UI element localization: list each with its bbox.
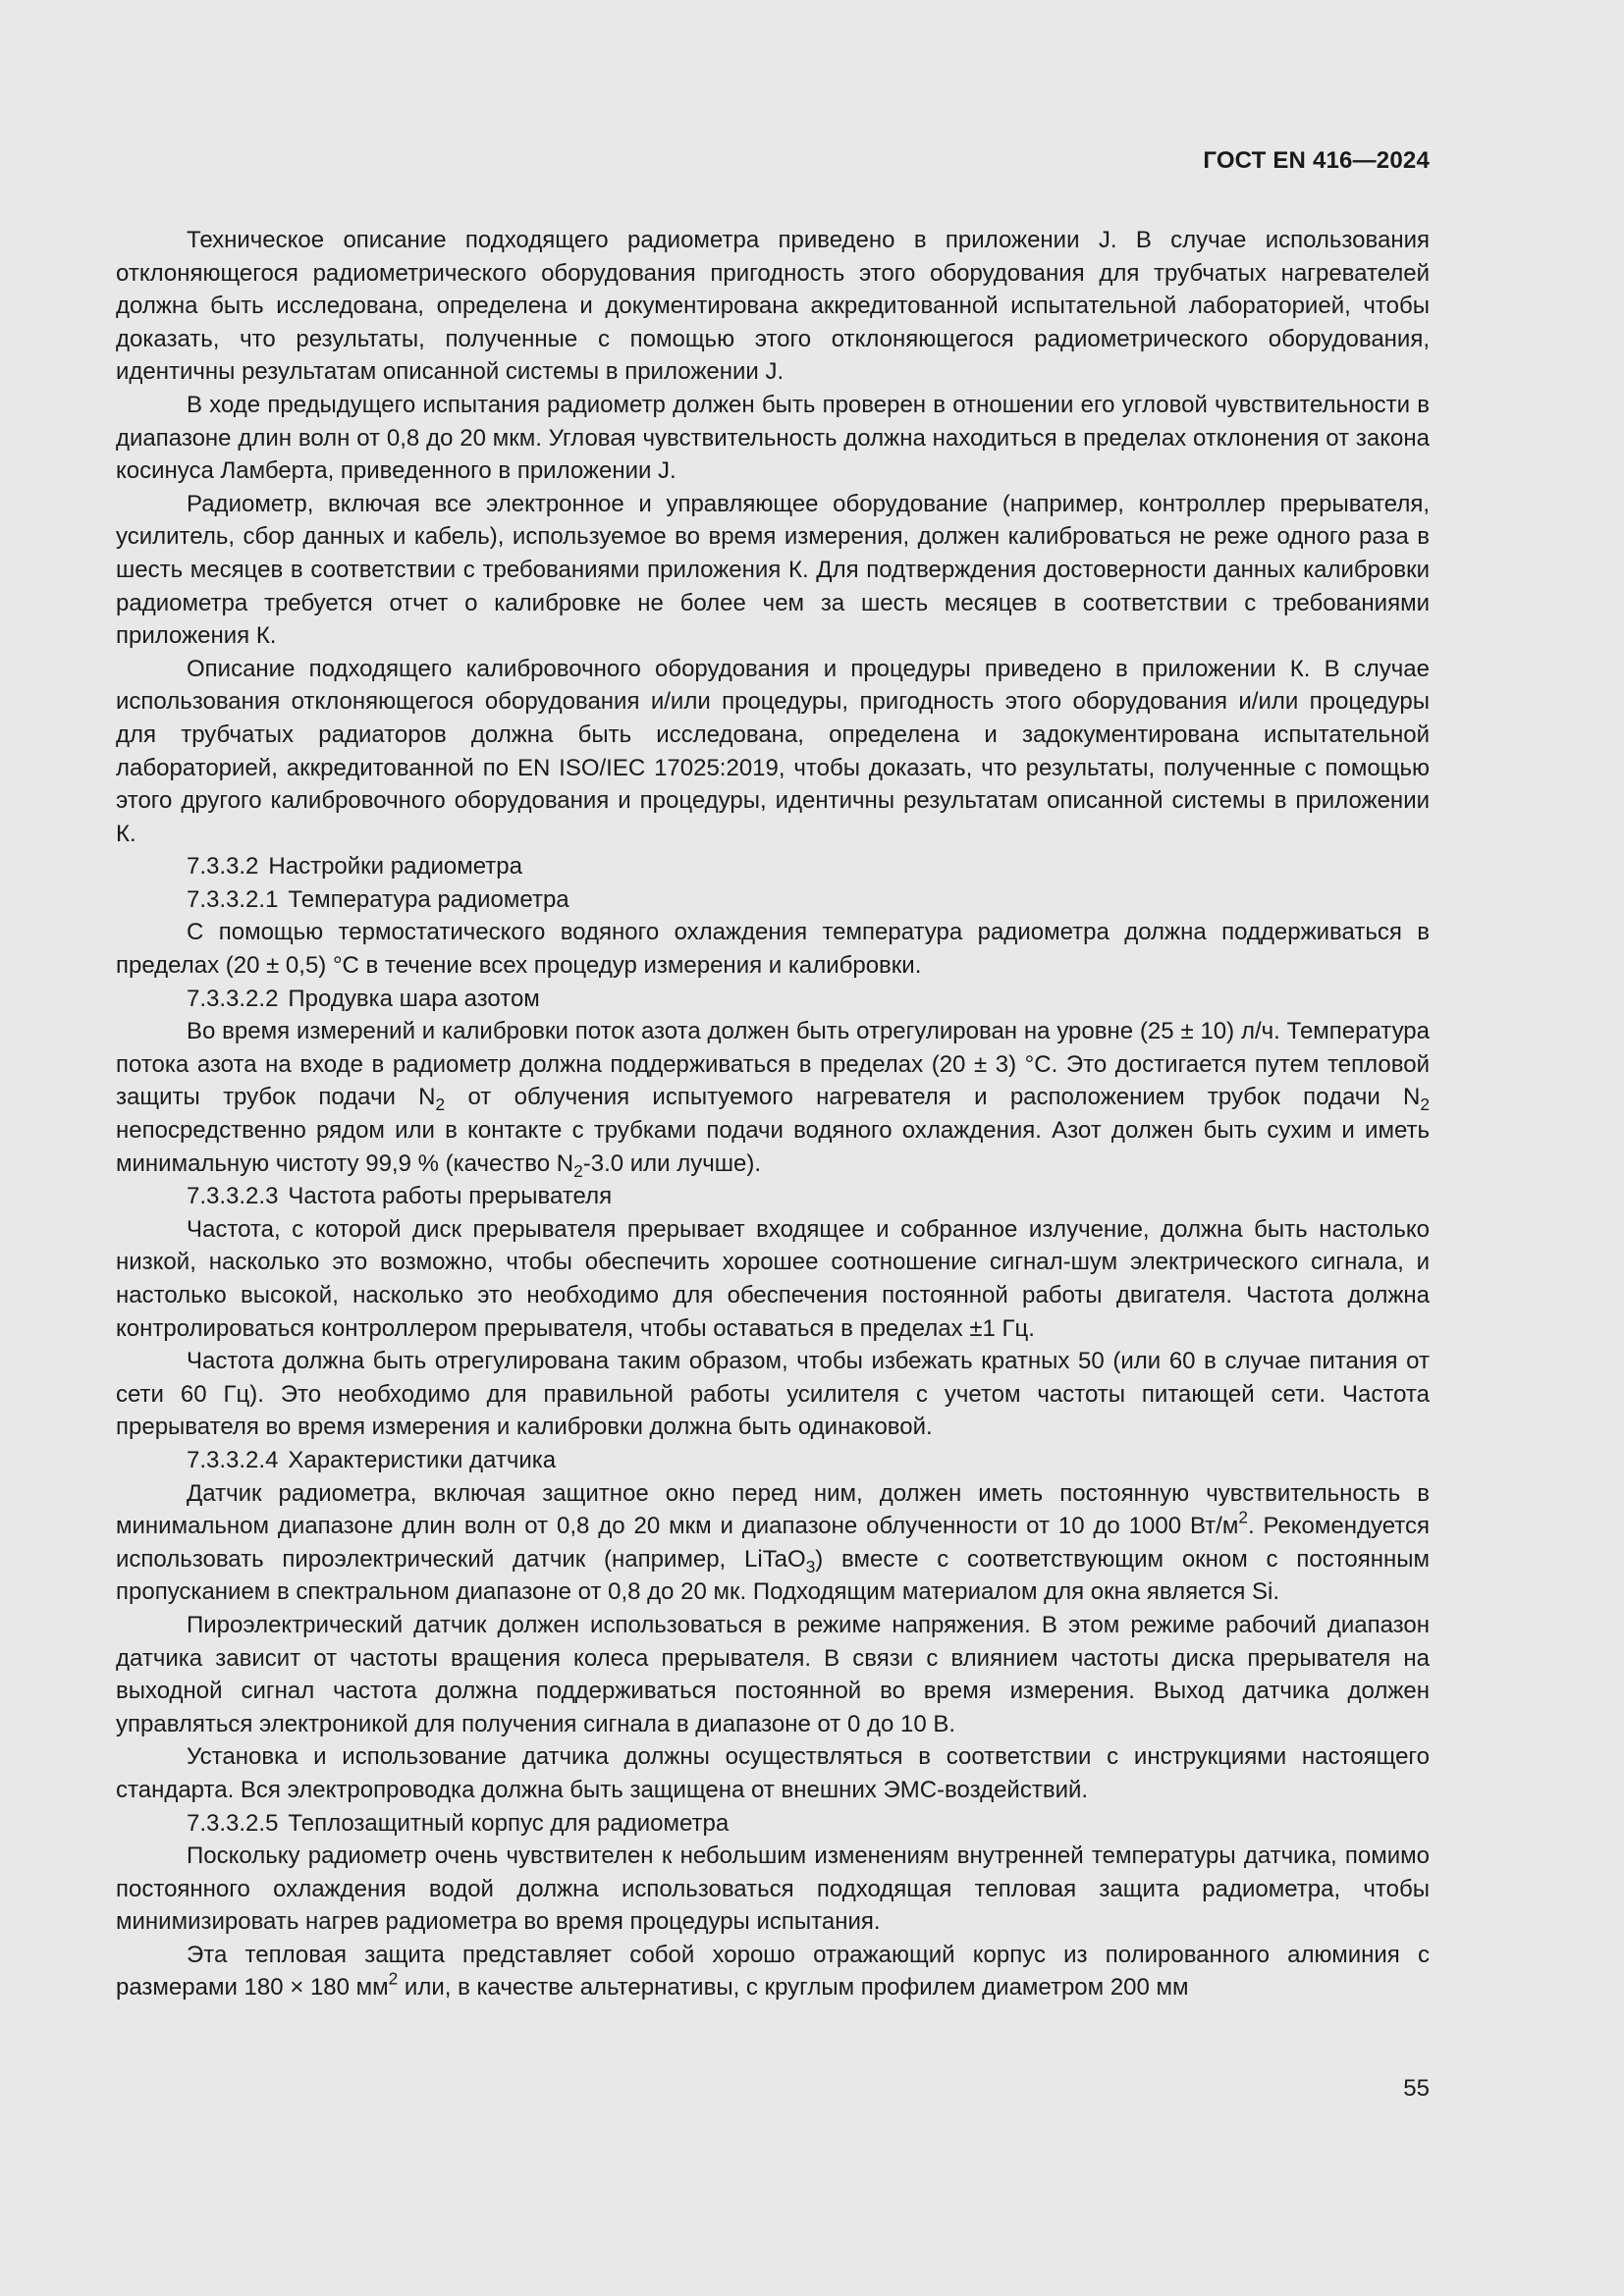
document-body [116,224,1430,2004]
paragraph: Поскольку радиометр очень чувствителен к небольшим изменениям внутренней температуры датчика, помимо постоянного охлаждения водой должна использоваться подходящая тепловая защита радиометра, чтобы минимизировать нагрев радиометра во время процедуры испытания. [116,1842,1430,1936]
section-number: 7.3.3.2.3 [187,1183,279,1210]
text-run: Во время измерений и калибровки поток азота должен быть отрегулирован на уровне (25 ± 10) л/ч. Температура потока азота на входе в радиометр должна поддерживаться в пределах (20 ± 3) °C. Это достигается путем тепловой защиты трубок подачи N [116,1018,1430,1111]
section-number: 7.3.3.2.2 [187,985,279,1012]
page-number: 55 [1403,2075,1430,2102]
paragraph: Описание подходящего калибровочного оборудования и процедуры приведено в приложении К. В случае использования отклоняющегося оборудования и/или процедуры, пригодность этого оборудования и/или процедуры для трубчатых радиаторов должна быть исследована, определена и задокументирована испытательной лабораторией, аккредитованной по EN ISO/IEC 17025:2019, чтобы доказать, что результаты, полученные с помощью этого другого калибровочного оборудования и процедуры, идентичны результатам описанной системы в приложении К. [116,655,1430,847]
subscript: 2 [573,1160,583,1181]
section-title: Настройки радиометра [268,853,522,881]
text-run: от облучения испытуемого нагревателя и расположением трубок подачи N [445,1084,1421,1111]
paragraph: Установка и использование датчика должны осуществляться в соответствии с инструкциями настоящего стандарта. Вся электропроводка должна быть защищена от внешних ЭМС-воздействий. [116,1743,1430,1803]
text-run: Эта тепловая защита представляет собой хорошо отражающий корпус из полированного алюминия с размерами 180 × 180 мм [116,1941,1430,2002]
section-number: 7.3.3.2.5 [187,1809,279,1837]
text-run: -3.0 или лучше). [582,1149,762,1177]
text-run: или, в качестве альтернативы, с круглым профилем диаметром 200 мм [398,1974,1189,2002]
section-number: 7.3.3.2.1 [187,885,279,913]
paragraph [116,1477,1430,1609]
section-heading [116,1444,1430,1477]
section-title: Температура радиометра [288,885,569,913]
paragraph: Частота должна быть отрегулирована таким образом, чтобы избежать кратных 50 (или 60 в случае питания от сети 60 Гц). Это необходимо для правильной работы усилителя с учетом частоты питающей сети. Частота прерывателя во время измерения и калибровки должна быть одинаковой. [116,1348,1430,1441]
subscript: 2 [1420,1095,1430,1115]
paragraph: Частота, с которой диск прерывателя прерывает входящее и собранное излучение, должна быть настолько низкой, насколько это возможно, чтобы обеспечить хорошее соотношение сигнал-шум электрического сигнала, и настолько высокой, насколько это необходимо для обеспечения постоянной работы двигателя. Частота должна контролироваться контроллером прерывателя, чтобы оставаться в пределах ±1 Гц. [116,1215,1430,1342]
superscript: 2 [388,1969,399,1990]
paragraph: Пироэлектрический датчик должен использоваться в режиме напряжения. В этом режиме рабочий диапазон датчика зависит от частоты вращения колеса прерывателя. В связи с влиянием частоты диска прерывателя на выходной сигнал частота должна поддерживаться постоянной во время измерения. Выход датчика должен управляться электроникой для получения сигнала в диапазоне от 0 до 10 В. [116,1611,1430,1737]
section-heading [116,1180,1430,1213]
section-title: Теплозащитный корпус для радиометра [288,1809,730,1837]
text-run: . Рекомендуется использовать пироэлектрический датчик (например, LiTaO [116,1513,1431,1573]
paragraph: В ходе предыдущего испытания радиометр должен быть проверен в отношении его угловой чувствительности в диапазоне длин волн от 0,8 до 20 мкм. Угловая чувствительность должна находиться в пределах отклонения от закона косинуса Ламберта, приведенного в приложении J. [116,391,1430,485]
document-header: ГОСТ EN 416—2024 [1203,147,1430,174]
text-run: ) вместе с соответствующим окном с постоянным пропусканием в спектральном диапазоне от 0,8 до 20 мк. Подходящим материалом для окна является Si. [116,1545,1430,1606]
section-heading [116,983,1430,1016]
paragraph: Радиометр, включая все электронное и управляющее оборудование (например, контроллер прерывателя, усилитель, сбор данных и кабель), используемое во время измерения, должен калиброваться не реже одного раза в шесть месяцев в соответствии с требованиями приложения К. Для подтверждения достоверности данных калибровки радиометра требуется отчет о калибровке не более чем за шесть месяцев в соответствии с требованиями приложения К. [116,490,1430,650]
paragraph [116,1939,1430,2004]
section-heading [116,883,1430,917]
section-title: Продувка шара азотом [288,985,540,1012]
subscript: 2 [435,1095,446,1115]
section-heading [116,1807,1430,1841]
section-title: Частота работы прерывателя [288,1183,613,1210]
section-heading [116,850,1430,883]
paragraph: С помощью термостатического водяного охлаждения температура радиометра должна поддерживаться в пределах (20 ± 0,5) °C в течение всех процедур измерения и калибровки. [116,919,1430,980]
section-number: 7.3.3.2.4 [187,1446,279,1473]
section-title: Характеристики датчика [288,1446,557,1473]
section-number: 7.3.3.2 [187,853,259,881]
paragraph [116,1015,1430,1180]
paragraph: Техническое описание подходящего радиометра приведено в приложении J. В случае использования отклоняющегося радиометрического оборудования пригодность этого оборудования для трубчатых нагревателей должна быть исследована, определена и документирована аккредитованной испытательной лабораторией, чтобы доказать, что результаты, полученные с помощью этого отклоняющегося радиометрического оборудования, идентичны результатам описанной системы в приложении J. [116,227,1430,386]
superscript: 2 [1238,1507,1248,1527]
text-run: Датчик радиометра, включая защитное окно перед ним, должен иметь постоянную чувствительность в минимальном диапазоне длин волн от 0,8 до 20 мкм и диапазоне облученности от 10 до 1000 Вт/м [116,1479,1430,1540]
subscript: 3 [805,1556,816,1576]
text-run: непосредственно рядом или в контакте с трубками подачи водяного охлаждения. Азот должен быть сухим и иметь минимальную чистоту 99,9 % (качество N [116,1117,1430,1177]
